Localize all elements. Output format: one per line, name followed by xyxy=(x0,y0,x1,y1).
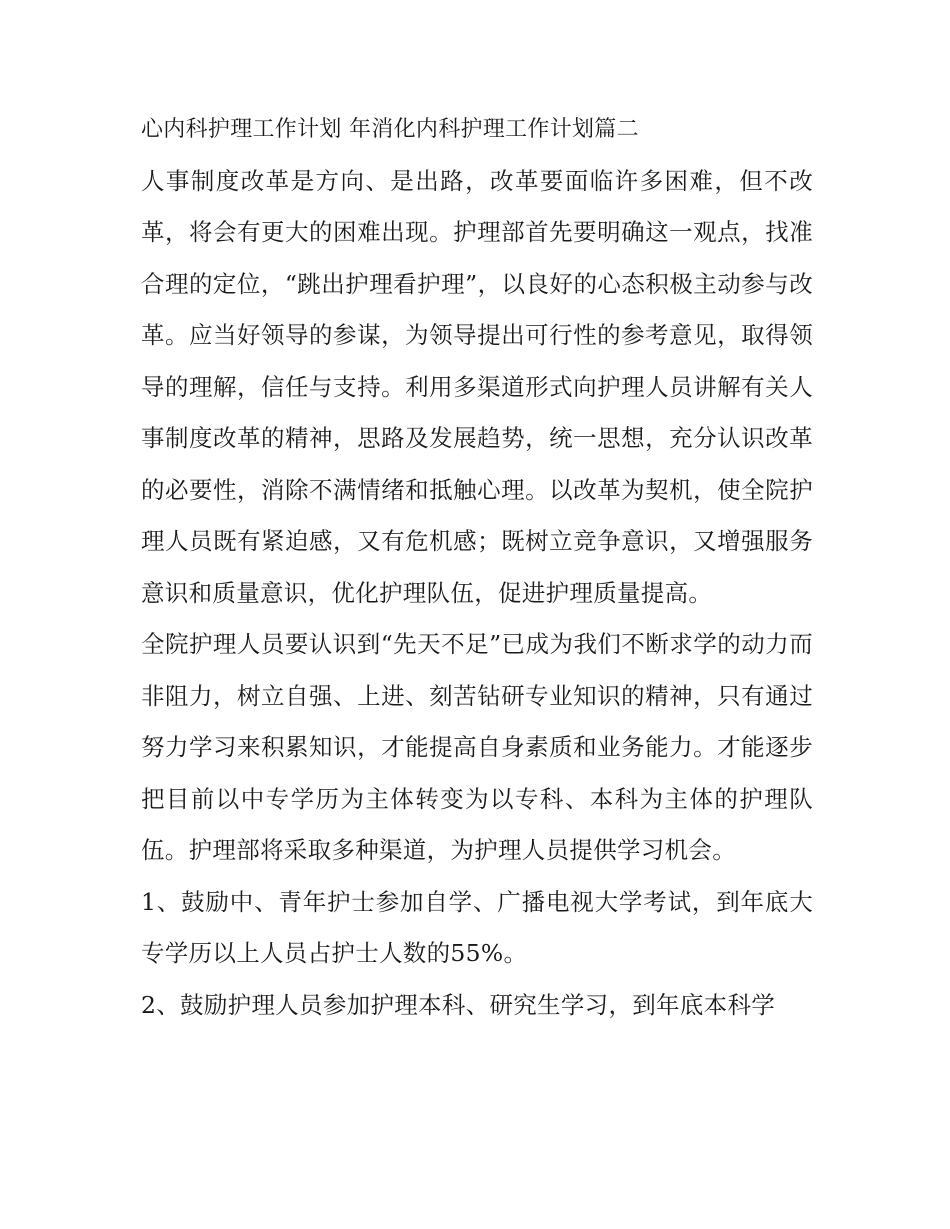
document-title: 心内科护理工作计划 年消化内科护理工作计划篇二 xyxy=(141,117,639,142)
list-item-1: 1、鼓励中、青年护士参加自学、广播电视大学考试，到年底大专学历以上人员占护士人数的55%。 xyxy=(141,887,813,967)
paragraph-staff-education: 全院护理人员要认识到“先天不足”已成为我们不断求学的动力而非阻力，树立自强、上进、刻苦钻研专业知识的精神，只有通过努力学习来积累知识，才能提高自身素质和业务能力。才能逐步把目前以中专学历为主体转变为以专科、本科为主体的护理队伍。护理部将采取多种渠道，为护理人员提供学习机会。 xyxy=(141,630,813,864)
document-page xyxy=(141,104,813,1031)
paragraph-personnel-reform: 人事制度改革是方向、是出路，改革要面临许多困难，但不改革，将会有更大的困难出现。护理部首先要明确这一观点，找准合理的定位，“跳出护理看护理”，以良好的心态积极主动参与改革。应当好领导的参谋，为领导提出可行性的参考意见，取得领导的理解，信任与支持。利用多渠道形式向护理人员讲解有关人事制度改革的精神，思路及发展趋势，统一思想，充分认识改革的必要性，消除不满情绪和抵触心理。以改革为契机，使全院护理人员既有紧迫感，又有危机感；既树立竞争意识，又增强服务意识和质量意识，优化护理队伍，促进护理质量提高。 xyxy=(141,166,813,607)
list-item-2: 2、鼓励护理人员参加护理本科、研究生学习，到年底本科学 xyxy=(141,990,776,1019)
